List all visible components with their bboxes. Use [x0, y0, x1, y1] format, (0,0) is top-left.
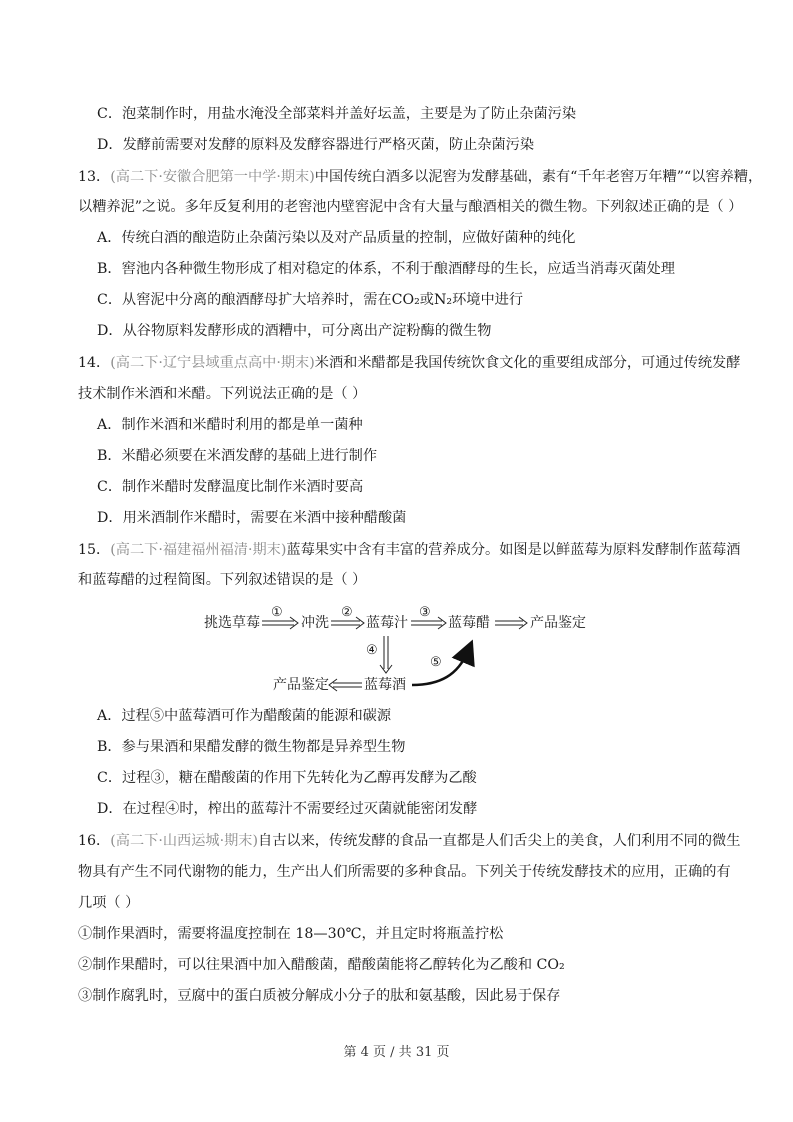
q15-source: (高二下·福建福州福清·期末): [110, 542, 287, 558]
arrow-to-product-left: [329, 679, 362, 691]
q16-stem-line2: 物具有产生不同代谢物的能力，生产出人们所需要的多种食品。下列关于传统发酵技术的应用，正确的有: [78, 864, 731, 880]
q13-stem-line1: 13．(高二下·安徽合肥第一中学·期末)中国传统白酒多以泥窖为发酵基础，素有“千年老窖万年糟”“以窖养糟，: [78, 169, 763, 185]
option-d: D．发酵前需要对发酵的原料及发酵容器进行严格灭菌，防止杂菌污染: [97, 137, 535, 153]
q16-item-1: ①制作果酒时，需要将温度控制在 18—30℃，并且定时将瓶盖拧松: [78, 926, 504, 942]
q14-option-a: A．制作米酒和米醋时利用的都是单一菌种: [97, 417, 363, 433]
q13-option-b: B．窖池内各种微生物形成了相对稳定的体系，不利于酿酒酵母的生长，应适当消毒灭菌处理: [97, 261, 675, 277]
q13-option-d: D．从谷物原料发酵形成的酒糟中，可分离出产淀粉酶的微生物: [97, 323, 492, 339]
q16-stem-line1: 16．(高二下·山西运城·期末)自古以来，传统发酵的食品一直都是人们舌尖上的美食，人们利用不同的微生: [78, 833, 741, 849]
q14-option-b: B．米醋必须要在米酒发酵的基础上进行制作: [97, 448, 378, 464]
q13-stem-line2: 以糟养泥”之说。多年反复利用的老窖池内壁窖泥中含有大量与酿酒相关的微生物。下列叙述正确的是（ ）: [78, 199, 743, 215]
node-juice: 蓝莓汁: [366, 615, 408, 631]
node-identify-left: 产品鉴定: [273, 677, 329, 693]
q15-option-d: D．在过程④时，榨出的蓝莓汁不需要经过灭菌就能密闭发酵: [97, 801, 478, 817]
q13-option-a: A．传统白酒的酿造防止杂菌污染以及对产品质量的控制，应做好菌种的纯化: [97, 230, 576, 246]
q13-source: (高二下·安徽合肥第一中学·期末): [110, 169, 315, 185]
process-diagram: [190, 605, 610, 705]
q16-stem-line3: 几项（ ）: [78, 895, 140, 911]
node-vinegar: 蓝莓醋: [448, 615, 490, 631]
step-2: ②: [341, 605, 353, 620]
node-select: 挑选草莓: [204, 615, 260, 631]
q15-option-a: A．过程⑤中蓝莓酒可作为醋酸菌的能源和碳源: [97, 708, 392, 724]
step-3: ③: [419, 605, 431, 620]
q14-source: (高二下·辽宁县域重点高中·期末): [110, 355, 315, 371]
q14-option-d: D．用米酒制作米醋时，需要在米酒中接种醋酸菌: [97, 510, 407, 526]
step-4: ④: [366, 643, 378, 658]
arrow-4: [380, 636, 392, 673]
step-5: ⑤: [430, 655, 442, 670]
q16-item-2: ②制作果醋时，可以往果酒中加入醋酸菌，醋酸菌能将乙醇转化为乙酸和 CO₂: [78, 957, 565, 973]
option-c: C．泡菜制作时，用盐水淹没全部菜料并盖好坛盖，主要是为了防止杂菌污染: [97, 106, 577, 122]
q15-option-b: B．参与果酒和果醋发酵的微生物都是异养型生物: [97, 739, 406, 755]
q13-option-c: C．从窖泥中分离的酿酒酵母扩大培养时，需在CO₂或N₂环境中进行: [97, 292, 524, 308]
q14-stem-line2: 技术制作米酒和米醋。下列说法正确的是（ ）: [78, 386, 367, 402]
q14-option-c: C．制作米醋时发酵温度比制作米酒时要高: [97, 479, 364, 495]
node-identify-right: 产品鉴定: [530, 615, 586, 631]
q15-option-c: C．过程③，糖在醋酸菌的作用下先转化为乙醇再发酵为乙酸: [97, 770, 477, 786]
node-wash: 冲洗: [301, 615, 329, 631]
q16-source: (高二下·山西运城·期末): [110, 833, 259, 849]
q16-item-3: ③制作腐乳时，豆腐中的蛋白质被分解成小分子的肽和氨基酸，因此易于保存: [78, 988, 561, 1004]
node-wine: 蓝莓酒: [364, 677, 406, 693]
q15-stem-line1: 15．(高二下·福建福州福清·期末)蓝莓果实中含有丰富的营养成分。如图是以鲜蓝莓为原料发酵制作蓝莓酒: [78, 542, 741, 558]
page-footer: 第 4 页 / 共 31 页: [343, 1045, 450, 1060]
q15-stem-line2: 和蓝莓醋的过程简图。下列叙述错误的是（ ）: [78, 572, 367, 588]
q14-stem-line1: 14．(高二下·辽宁县域重点高中·期末)米酒和米醋都是我国传统饮食文化的重要组成部分，可通过传统发酵: [78, 355, 741, 371]
arrow-to-identify: [495, 617, 527, 629]
step-1: ①: [271, 605, 283, 620]
